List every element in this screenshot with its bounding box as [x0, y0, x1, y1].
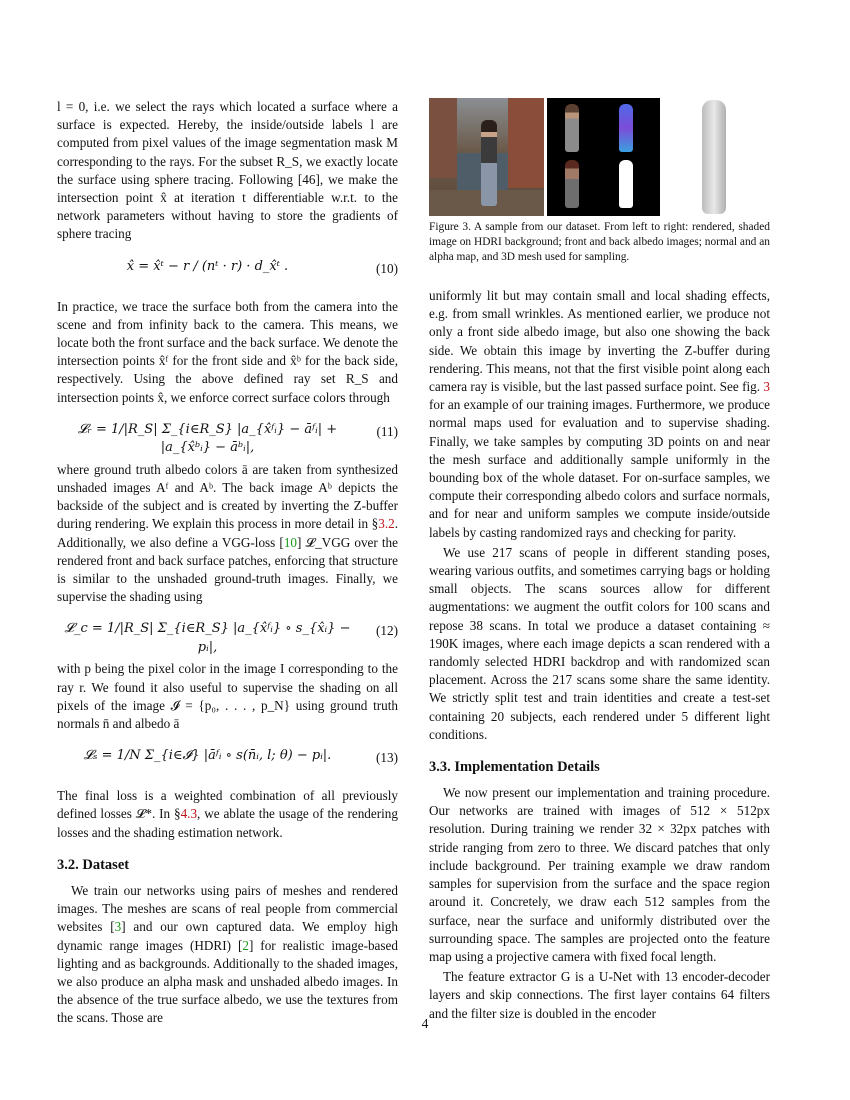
- figure-link[interactable]: 3: [763, 379, 770, 395]
- paragraph: l = 0, i.e. we select the rays which located a surface where a surface is expected. Hereby, the inside/outside labels l are computed from pixel values of the image segmentation mask M corresponding to the rays. For the subset R_S, we exactly locate the surface using sphere tracing. Following [46], we make the intersection point x̂ at iteration t differentiable w.r.t. to the network parameters without having to store the gradients of sphere tracing: [57, 99, 398, 242]
- paragraph: with p being the pixel color in the image I corresponding to the ray r. We found it also useful to supervise the shading on all pixels of the image 𝓘 = {p₀, . . . , p_N} using ground truth normals n̄ and albedo ā: [57, 661, 398, 732]
- right-column: [429, 287, 770, 1023]
- front-albedo: [565, 104, 579, 152]
- rendered-image: [429, 98, 544, 216]
- section-heading: 3.3. Implementation Details: [429, 759, 600, 776]
- building: [508, 98, 544, 188]
- alpha-map: [619, 160, 633, 208]
- paragraph: [57, 461, 398, 607]
- back-albedo: [565, 160, 579, 208]
- figure-caption: Figure 3. A sample from our dataset. From left to right: rendered, shaded image on HDRI background; front and back albedo images; normal and an alpha map, and 3D mesh used for sampling.: [429, 221, 770, 263]
- equation-12: [57, 612, 398, 655]
- citation-link[interactable]: 10: [283, 534, 297, 550]
- normal-map: [619, 104, 633, 152]
- citation-link[interactable]: 3: [114, 919, 122, 935]
- equation-number: (10): [376, 260, 398, 276]
- text: ] and our own captured data. We employ high dynamic range images (HDRI) [: [57, 919, 398, 953]
- text: ] for realistic image-based lighting and as backgrounds. Additionally to the shaded images, we also produce an alpha mask and unshaded albedo images. In the absence of the true surface albedo, we use the textures from the scans. Those are: [57, 937, 398, 1026]
- text: We train our networks using pairs of meshes and rendered images. The meshes are scans of real people from commercial websites [: [57, 882, 398, 935]
- left-column: [57, 98, 398, 1028]
- text: . Additionally, we also define a VGG-loss [: [57, 516, 398, 550]
- equation-number: (11): [376, 423, 398, 439]
- figure-3: [429, 98, 770, 218]
- equation-13: [57, 739, 398, 779]
- building: [429, 98, 457, 178]
- equation-number: (12): [376, 623, 398, 639]
- mesh-render: [684, 100, 744, 215]
- paragraph: In practice, we trace the surface both from the camera into the scene and from infinity back to the camera. This means, we locate both the front surface and the back surface. We denote the intersection points x̂ᶠ for the front side and x̂ᵇ for the back side, respectively. Using the above defined ray set R_S and intersection points x̂, we enforce correct surface colors through: [57, 298, 398, 405]
- text: The final loss is a weighted combination of all previously defined losses 𝓛*. In §: [57, 788, 398, 822]
- page-number: 4: [421, 1016, 429, 1031]
- mesh: [702, 100, 726, 214]
- section-heading: 3.2. Dataset: [57, 856, 130, 873]
- section-link[interactable]: 3.2: [378, 516, 395, 532]
- person: [481, 120, 497, 206]
- equation-10: [57, 250, 398, 290]
- text: for an example of our training images. Furthermore, we produce normal maps used for evaluation and to supervise shading. Finally, we take samples by computing 3D points on and near the mesh surface and additionally sample uniformly in the bounding box of the whole dataset. For on-surface samples, we compute their corresponding albedo colors and surface normals, and for near and uniform samples we compute inside/outside labels by casting randomized rays and checking for parity.: [429, 397, 770, 540]
- citation-link[interactable]: 2: [242, 937, 249, 953]
- equation-11: [57, 413, 398, 456]
- albedo-normal-alpha-panel: [547, 98, 660, 216]
- section-link[interactable]: 4.3: [180, 806, 198, 822]
- text: , we ablate the usage of the rendering losses and the shading estimation network.: [57, 806, 398, 840]
- paragraph: [57, 882, 398, 1028]
- equation-body: 𝓛ᵣ = 1/|R_S| Σ_{i∈R_S} |a_{x̂ᶠᵢ} − āᶠᵢ| + |a_{x̂ᵇᵢ} − āᵇᵢ|,: [77, 421, 338, 456]
- equation-number: (13): [376, 750, 398, 766]
- paragraph: We use 217 scans of people in different standing poses, wearing various outfits, and sometimes carrying bags or holding small objects. The scans sources allow for different augmentations: we augment the outfit colors for 100 scans and repose 38 scans. In total we produce a dataset containing ≈ 190K images, where each image depicts a scan rendered with a randomly selected HDRI backdrop and with randomized scan placement. Across the 217 scans some share the same identity. We strictly split test and train identities and create a test-set containing 20 subjects, each rendered under 5 different light conditions.: [429, 544, 770, 742]
- paragraph: We now present our implementation and training procedure. Our networks are trained with images of 512 × 512px resolution. During training we render 32 × 32px patches with stride ranging from zero to three. We discard patches that only include background. Per training example we draw random samples for supervision from the surface and the space region around it. Concretely, we draw each 512 samples from the surface, near the surface and uniformly distributed over the surrounding space. The samples are projected onto the feature map using a projective camera with fixed focal length.: [429, 785, 770, 964]
- paragraph: [429, 287, 770, 542]
- text: where ground truth albedo colors ā are taken from synthesized unshaded images Aᶠ and Aᵇ. The back image Aᵇ depicts the backside of the subject and is created by inverting the Z-buffer during rendering. We explain this process in more detail in §: [57, 461, 398, 532]
- equation-body: 𝓛_c = 1/|R_S| Σ_{i∈R_S} |a_{x̂ᶠᵢ} ∘ s_{x̂ᵢ} − pᵢ|,: [64, 621, 351, 655]
- equation-body: 𝓛ₛ = 1/N Σ_{i∈𝓘} |āᶠᵢ ∘ s(n̄ᵢ, l; θ) − pᵢ|.: [83, 748, 332, 764]
- text: ] 𝓛_VGG over the rendered front and back surface patches, enforcing that structure is similar to the unshaded ground-truth images. Finally, we supervise the shading using: [57, 534, 399, 605]
- equation-body: x̂ = x̂ᵗ − r / (nᵗ · r) · d_x̂ᵗ .: [126, 258, 289, 274]
- paragraph: The feature extractor G is a U-Net with 13 encoder-decoder layers and skip connections. The first layer contains 64 filters and the filter size is doubled in the encoder: [429, 969, 770, 1021]
- text: uniformly lit but may contain small and local shading effects, e.g. from small wrinkles. As mentioned earlier, we produce not only a front side albedo image, but also one showing the back side. We obtain this image by inverting the Z-buffer during rendering. This means, not that the first visible point along each camera ray is visible, but the last passed surface point. See fig.: [429, 288, 770, 395]
- paragraph: [57, 787, 398, 842]
